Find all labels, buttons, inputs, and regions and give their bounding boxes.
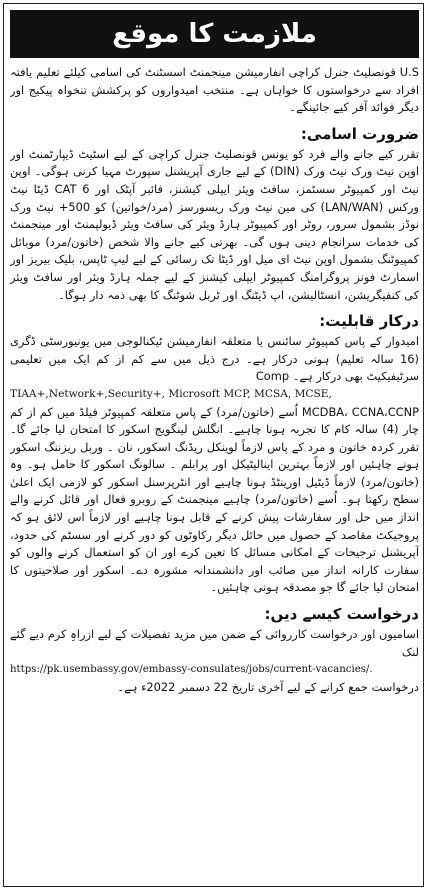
ad-body [10,64,419,886]
section-heading-qualification: درکار قابلیت: [319,312,419,331]
certification-list: TIAA+,Network+,Security+, Microsoft MCP, MCSA, MCSE, [10,387,332,400]
vacancies-link[interactable]: https://pk.usembassy.gov/embassy-consulates/jobs/current-vacancies/. [10,664,373,676]
section-heading-how-to-apply: درخواست کیسے دیں: [264,605,419,624]
page-title: ملازمت کا موقع [10,10,419,58]
requirement-paragraph: تقرر کیے جانے والے فرد کو یونس قونصلیٹ جنرل کراچی کے لیے اسٹیٹ ڈیپارٹمنٹ اور اوپن نیٹ ورک نیٹ ورک (DIN) کے لیے جاری آپریشنل سپورٹ مہیا کرنی ہوگی۔ اوپن نیٹ اور کمپیوٹر سسٹمز، سافٹ ویئر ایپلی کیشنز، فائبر آپٹک اور CAT 6 ڈیٹا نیٹ ورکس (LAN/WAN) کی مین نیٹ ورک ریسورسز (مرد/خواتین) کو 500+ نیٹ ورک نوڈز بشمول سرور، روٹر اور کمپیوٹر ہارڈ ویئر کی سافٹ ویئر ڈیولپمنٹ اور مینجمنٹ کی خدمات سرانجام دینی ہوں گی۔ بھرتی کیے جانے والا شخص (خاتون/مرد) موبائل کمپیوٹنگ بشمول اوپن نیٹ ای میل اور ڈیٹا تک رسائی کے لیے لیپ ٹاپس، بلیک بیریز اور اسمارٹ فونز پروگرامنگ کمپیوٹر ایپلی کیشنز کے لیے جملہ ہارڈ ویئر اور سافٹ ویئر کی کنفیگریشن، انسٹالیشن، اپ ڈیٹنگ اور ٹربل شوٹنگ کا بھی ذمہ دار ہوگا۔ [10,146,419,302]
section-heading-requirement: ضرورت اسامی: [300,124,419,143]
intro-paragraph: U.S قونصلیٹ جنرل کراچی انفارمیشن مینجمنٹ اسسٹنٹ کی اسامی کیلئے تعلیم یافتہ افراد سے درخواستوں کا خواہاں ہے۔ منتخب امیدواروں کو پرکشش تنخواہ پیکیج اور دیگر فوائد آفر کیے جائینگے۔ [10,65,419,115]
deadline-text: درخواست جمع کرانے کے لیے آخری تاریخ 22 دسمبر 2022ء ہے۔ [117,679,419,694]
apply-paragraph: اسامیوں اور درخواست کارروائی کے ضمن میں مزید تفصیلات کے لیے ازراہِ کرم دیے گئے لنک [10,627,419,659]
qualification-paragraph-b: MCDBA، CCNA،CCNP اُسے (خاتون/مرد) کے پاس متعلقہ کمپیوٹر فیلڈ میں کم از کم چار (4) سالہ کام کا تجربہ ہونا چاہیے۔ انگلش لینگویج اسکور کا امتحان لیا جائے گا۔ تقرر کردہ خاتون و مرد کے پاس لازماً لوینکل ریڈنگ اسکور، نان ۔ وربل ریزننگ اسکور ہونے چاہئیں اور لازماً بہترین اینالیٹیکل اور پرابلم ۔ سالونگ اسکور کا حامل ہو۔ وہ (خاتون/مرد) لازماً ڈیٹیل اورینٹڈ ہونا چاہیے اور انٹرپرسنل اسکور کو لازمی ایک اعلیٰ سطح رکھتا ہو۔ اُسے (خاتون/مرد) چاہیے مینجمنٹ کے روبرو فعال اور قائل کرنے والے انداز میں حل اور سفارشات پیش کرنے کے قابل ہونا چاہیے اور لازماً اس لائق ہو کہ پروجیکٹ مقاصد کے حصول میں حائل دیگر رکاوٹوں کو دور کرنے اور سسٹم کی حدود، آپریشنل ترجیحات کے امکانی مسائل کا تعین کرے اور ان کو استعمال کرنے والوں کو سفارت کارانہ انداز میں صائب اور دانشمندانہ مشورہ دے۔ اسکور اور صلاحیتوں کا امتحان لیا جائے گا جو مصدقہ ہونی چاہئیں۔ [10,404,419,595]
qualification-paragraph-a: امیدوار کے پاس کمپیوٹر سائنس یا متعلقہ انفارمیشن ٹیکنالوجی میں یونیورسٹی ڈگری (16 سالہ تعلیم) ہونی درکار ہے۔ درج ذیل میں سے کم از کم ایک میں تعلیمی سرٹیفیکیٹ بھی درکار ہے۔ Comp [10,334,419,384]
